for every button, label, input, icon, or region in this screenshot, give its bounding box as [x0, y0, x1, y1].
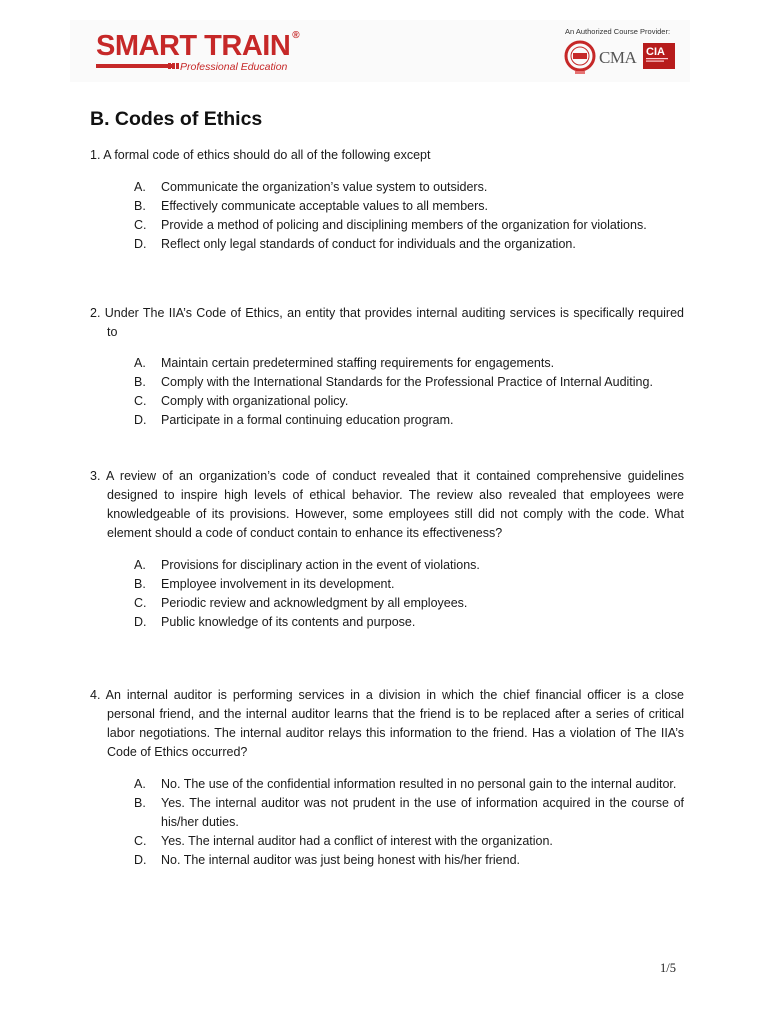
question-2: [90, 304, 684, 430]
option-a: [90, 354, 684, 373]
question-4: [90, 686, 684, 870]
option-list: [90, 354, 684, 430]
option-c: [90, 594, 684, 613]
option-letter: D.: [134, 413, 147, 427]
option-letter: C.: [134, 596, 147, 610]
logo-subtitle: Professional Education: [180, 61, 288, 73]
option-letter: B.: [134, 199, 146, 213]
option-letter: B.: [134, 796, 146, 810]
option-text: No. The internal auditor was just being honest with his/her friend.: [161, 853, 520, 867]
option-d: [90, 851, 684, 870]
cma-logo: CMA: [599, 48, 637, 67]
option-list: [90, 775, 684, 870]
option-text: Maintain certain predetermined staffing requirements for engagements.: [161, 356, 555, 370]
logo-wordmark: SMART TRAIN ®: [96, 30, 300, 62]
option-text: Comply with organizational policy.: [161, 394, 349, 408]
option-a: [90, 556, 684, 575]
option-text: Participate in a formal continuing education program.: [161, 413, 454, 427]
option-letter: D.: [134, 237, 147, 251]
option-text: Reflect only legal standards of conduct for individuals and the organization.: [161, 237, 576, 251]
question-3: [90, 467, 684, 632]
option-c: [90, 832, 684, 851]
option-letter: D.: [134, 853, 147, 867]
option-a: [90, 775, 684, 794]
option-text: Effectively communicate acceptable values to all members.: [161, 199, 489, 213]
page-number: 1/5: [660, 961, 676, 975]
option-letter: B.: [134, 375, 146, 389]
cia-logo-text: CIA: [646, 46, 665, 58]
option-text: No. The use of the confidential information resulted in no personal gain to the internal auditor.: [161, 777, 677, 791]
section-title: B. Codes of Ethics: [90, 108, 263, 130]
option-b: [90, 794, 684, 832]
provider-label: An Authorized Course Provider:: [565, 27, 671, 36]
option-c: [90, 216, 684, 235]
accreditation-seal-icon: [563, 40, 597, 76]
option-b: [90, 197, 684, 216]
cia-logo: [643, 43, 675, 69]
question-stem: 3. A review of an organization’s code of conduct revealed that it contained comprehensive guidelines designed to inspire high levels of ethical behavior. The review also revealed that employees were knowledgeable of its provisions. However, some employees still did not comply with the code. What element should a code of conduct contain to enhance its effectiveness?: [90, 469, 684, 540]
option-list: [90, 556, 684, 632]
option-list: [90, 178, 684, 254]
option-letter: A.: [134, 558, 146, 572]
option-b: [90, 575, 684, 594]
question-stem: 1. A formal code of ethics should do all of the following except: [90, 148, 431, 162]
smart-train-logo: [96, 30, 300, 76]
option-letter: A.: [134, 777, 146, 791]
option-letter: C.: [134, 394, 147, 408]
option-b: [90, 373, 684, 392]
option-d: [90, 411, 684, 430]
logo-squares-icon: [168, 63, 180, 69]
option-letter: C.: [134, 218, 147, 232]
option-text: Employee involvement in its development.: [161, 577, 395, 591]
option-letter: A.: [134, 180, 146, 194]
option-a: [90, 178, 684, 197]
option-text: Public knowledge of its contents and purpose.: [161, 615, 416, 629]
question-1: [90, 146, 684, 254]
question-stem: 2. Under The IIA’s Code of Ethics, an entity that provides internal auditing services is specifically required to: [90, 306, 684, 339]
option-text: Yes. The internal auditor was not prudent in the use of information acquired in the course of his/her duties.: [161, 796, 684, 829]
question-stem: 4. An internal auditor is performing services in a division in which the chief financial officer is a close personal friend, and the internal auditor learns that the friend is to be replaced after a series of critical labor negotiations. The internal auditor relays this information to the friend. Has a violation of The IIA’s Code of Ethics occurred?: [90, 688, 684, 759]
option-letter: C.: [134, 834, 147, 848]
option-text: Provide a method of policing and disciplining members of the organization for violations.: [161, 218, 647, 232]
option-d: [90, 613, 684, 632]
option-text: Communicate the organization’s value system to outsiders.: [161, 180, 488, 194]
logo-underline: [96, 64, 172, 68]
option-letter: B.: [134, 577, 146, 591]
cia-logo-fineprint-icon: [646, 58, 673, 64]
option-c: [90, 392, 684, 411]
option-text: Provisions for disciplinary action in the event of violations.: [161, 558, 480, 572]
option-text: Yes. The internal auditor had a conflict of interest with the organization.: [161, 834, 553, 848]
option-text: Comply with the International Standards for the Professional Practice of Internal Auditing.: [161, 375, 653, 389]
option-letter: A.: [134, 356, 146, 370]
option-d: [90, 235, 684, 254]
option-letter: D.: [134, 615, 147, 629]
option-text: Periodic review and acknowledgment by all employees.: [161, 596, 468, 610]
